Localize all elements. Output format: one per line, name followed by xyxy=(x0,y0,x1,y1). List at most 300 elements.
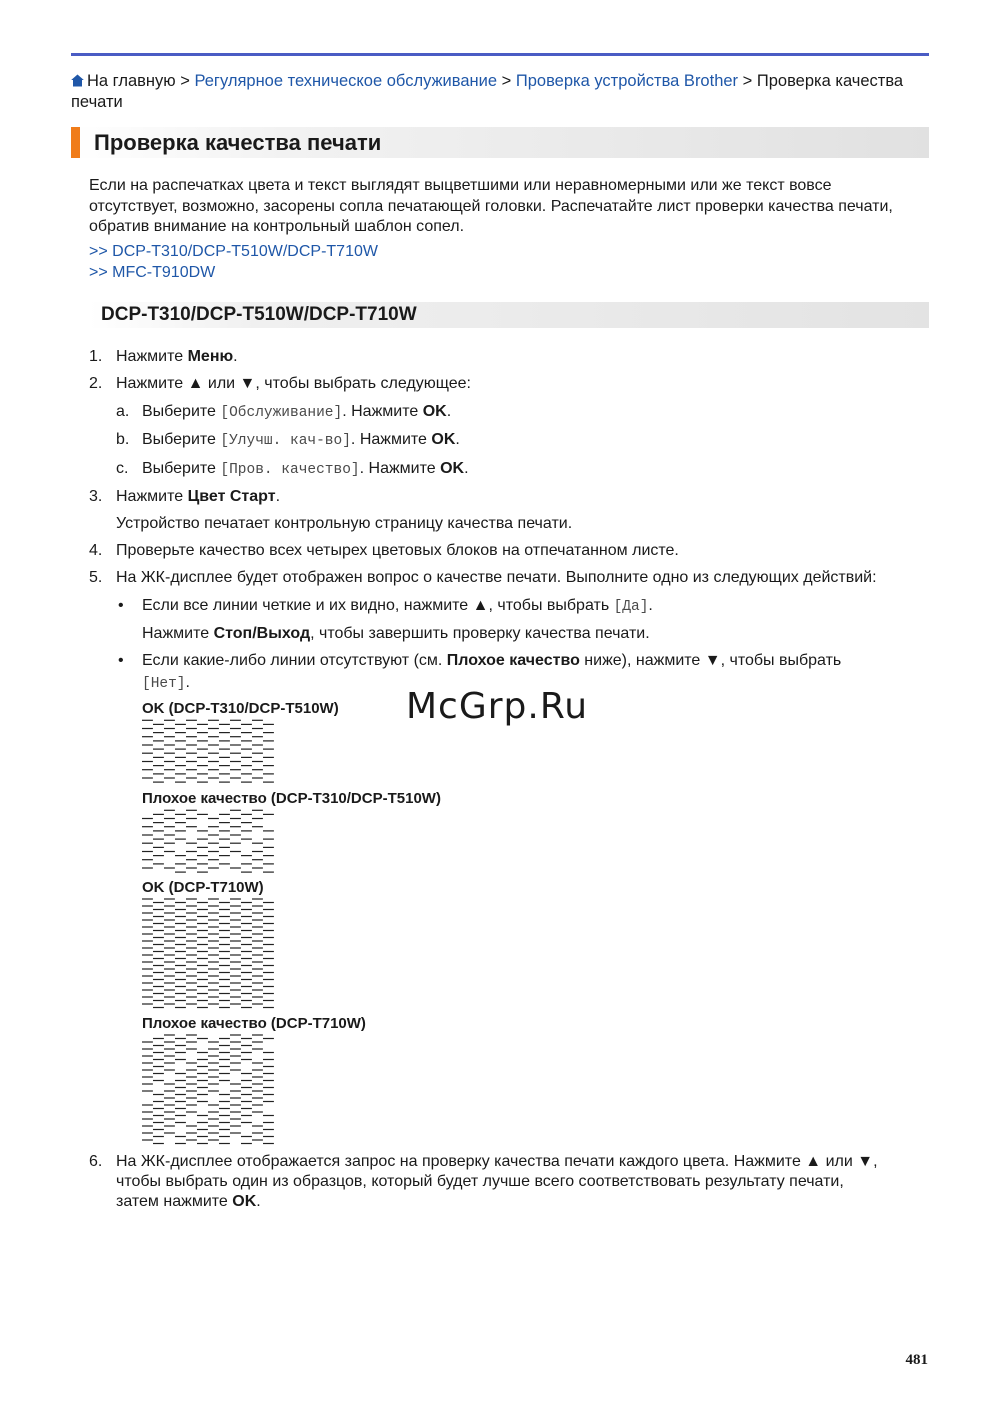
nozzle-dash xyxy=(252,736,263,737)
nozzle-dash xyxy=(252,1034,263,1035)
nozzle-dash xyxy=(164,1104,175,1105)
nozzle-dash xyxy=(175,909,186,910)
nozzle-dash xyxy=(153,830,164,831)
nozzle-dash xyxy=(208,744,219,745)
nozzle-dash xyxy=(164,1125,175,1126)
nozzle-dash xyxy=(197,944,208,945)
nozzle-dash xyxy=(186,1003,197,1004)
nozzle-dash xyxy=(142,867,153,868)
nozzle-dash xyxy=(164,744,175,745)
nozzle-dash xyxy=(142,975,153,976)
nozzle-dash xyxy=(219,958,230,959)
nozzle-dash xyxy=(175,1059,186,1060)
nozzle-dash xyxy=(186,926,197,927)
nozzle-dash xyxy=(153,1038,164,1039)
nozzle-dash xyxy=(175,1038,186,1039)
nozzle-dash xyxy=(208,1069,219,1070)
nozzle-dash xyxy=(153,773,164,774)
nozzle-dash xyxy=(142,769,153,770)
nozzle-dash xyxy=(186,769,197,770)
watermark: McGrp.Ru xyxy=(406,686,589,727)
nozzle-dash xyxy=(175,923,186,924)
nozzle-dash xyxy=(153,951,164,952)
nozzle-dash xyxy=(186,1083,197,1084)
nozzle-dash xyxy=(164,954,175,955)
nozzle-dash xyxy=(230,1069,241,1070)
nozzle-dash xyxy=(175,1122,186,1123)
nozzle-dash xyxy=(219,993,230,994)
nozzle-dash xyxy=(186,859,197,860)
nozzle-dash xyxy=(241,839,252,840)
nozzle-dash xyxy=(208,919,219,920)
nozzle-dash xyxy=(175,724,186,725)
title-accent xyxy=(71,127,80,158)
nozzle-dash xyxy=(230,968,241,969)
nozzle-dash xyxy=(197,847,208,848)
nozzle-dash xyxy=(241,1059,252,1060)
nozzle-dash xyxy=(142,968,153,969)
nozzle-dash xyxy=(142,989,153,990)
nozzle-dash xyxy=(164,982,175,983)
nozzle-dash xyxy=(186,905,197,906)
nozzle-dash xyxy=(197,757,208,758)
nozzle-dash xyxy=(164,736,175,737)
nozzle-dash xyxy=(164,1003,175,1004)
nozzle-pattern-ok-t310 xyxy=(142,718,274,784)
nozzle-dash xyxy=(219,732,230,733)
nozzle-dash xyxy=(153,814,164,815)
nozzle-dash xyxy=(208,975,219,976)
nozzle-dash xyxy=(153,732,164,733)
nozzle-dash xyxy=(186,1104,197,1105)
nozzle-dash xyxy=(142,859,153,860)
nozzle-dash xyxy=(263,1143,274,1144)
nozzle-dash xyxy=(252,947,263,948)
nozzle-dash xyxy=(153,1101,164,1102)
nozzle-dash xyxy=(142,954,153,955)
nozzle-dash xyxy=(142,961,153,962)
nozzle-dash xyxy=(252,1125,263,1126)
nozzle-dash xyxy=(208,843,219,844)
nozzle-dash xyxy=(219,757,230,758)
nozzle-dash xyxy=(175,1000,186,1001)
nozzle-dash xyxy=(153,822,164,823)
nozzle-dash xyxy=(263,1052,274,1053)
nozzle-dash xyxy=(186,1097,197,1098)
nozzle-dash xyxy=(230,1055,241,1056)
nozzle-dash xyxy=(252,769,263,770)
nozzle-dash xyxy=(175,1007,186,1008)
nozzle-dash xyxy=(263,1094,274,1095)
nozzle-dash xyxy=(153,740,164,741)
nozzle-dash xyxy=(263,863,274,864)
nozzle-dash xyxy=(241,944,252,945)
nozzle-dash xyxy=(263,855,274,856)
nozzle-dash xyxy=(208,1076,219,1077)
nozzle-dash xyxy=(175,773,186,774)
nozzle-dash xyxy=(241,1108,252,1109)
nozzle-dash xyxy=(153,724,164,725)
nozzle-dash xyxy=(164,1090,175,1091)
nozzle-dash xyxy=(219,740,230,741)
nozzle-dash xyxy=(252,1069,263,1070)
breadcrumb-home[interactable]: На главную xyxy=(87,72,176,90)
nozzle-dash xyxy=(208,777,219,778)
nozzle-dash xyxy=(241,965,252,966)
nozzle-dash xyxy=(153,958,164,959)
sample-label-poor-t710: Плохое качество (DCP-T710W) xyxy=(142,1015,366,1032)
nozzle-dash xyxy=(197,902,208,903)
nozzle-dash xyxy=(230,744,241,745)
substep-letter: b. xyxy=(116,431,130,448)
section-header xyxy=(89,302,929,328)
nozzle-dash xyxy=(175,1101,186,1102)
nozzle-dash xyxy=(164,961,175,962)
nozzle-dash xyxy=(241,765,252,766)
nozzle-dash xyxy=(153,1094,164,1095)
nozzle-dash xyxy=(230,1132,241,1133)
nozzle-dash xyxy=(241,1094,252,1095)
nozzle-dash xyxy=(252,898,263,899)
nozzle-dash xyxy=(142,1041,153,1042)
nozzle-dash xyxy=(219,1007,230,1008)
nozzle-dash xyxy=(197,1059,208,1060)
nozzle-dash xyxy=(263,1059,274,1060)
nozzle-dash xyxy=(197,1115,208,1116)
nozzle-dash xyxy=(230,851,241,852)
nozzle-dash xyxy=(142,1048,153,1049)
nozzle-dash xyxy=(164,996,175,997)
nozzle-dash xyxy=(208,926,219,927)
nozzle-dash xyxy=(219,773,230,774)
nozzle-dash xyxy=(164,834,175,835)
nozzle-dash xyxy=(164,1097,175,1098)
nozzle-dash xyxy=(219,724,230,725)
nozzle-dash xyxy=(263,902,274,903)
nozzle-dash xyxy=(142,777,153,778)
nozzle-dash xyxy=(197,1073,208,1074)
nozzle-dash xyxy=(142,919,153,920)
nozzle-dash xyxy=(153,993,164,994)
nozzle-dash xyxy=(175,1073,186,1074)
nozzle-dash xyxy=(208,1055,219,1056)
nozzle-dash xyxy=(263,749,274,750)
nozzle-dash xyxy=(230,1118,241,1119)
nozzle-dash xyxy=(197,916,208,917)
nozzle-dash xyxy=(263,993,274,994)
nozzle-dash xyxy=(230,996,241,997)
nozzle-dash xyxy=(263,724,274,725)
nozzle-dash xyxy=(197,979,208,980)
nozzle-dash xyxy=(142,996,153,997)
nozzle-dash xyxy=(142,898,153,899)
nozzle-dash xyxy=(241,951,252,952)
nozzle-dash xyxy=(219,937,230,938)
nozzle-dash xyxy=(175,951,186,952)
nozzle-dash xyxy=(175,937,186,938)
nozzle-dash xyxy=(263,979,274,980)
nozzle-dash xyxy=(153,1059,164,1060)
nozzle-dash xyxy=(252,859,263,860)
nozzle-dash xyxy=(164,940,175,941)
nozzle-dash xyxy=(197,958,208,959)
nozzle-dash xyxy=(142,905,153,906)
nozzle-dash xyxy=(208,961,219,962)
nozzle-dash xyxy=(263,930,274,931)
nozzle-dash xyxy=(175,993,186,994)
nozzle-dash xyxy=(230,947,241,948)
nozzle-dash xyxy=(175,1094,186,1095)
nozzle-dash xyxy=(175,1052,186,1053)
nozzle-dash xyxy=(263,944,274,945)
breadcrumb-link-maintenance[interactable]: Регулярное техническое обслуживание xyxy=(194,72,498,90)
step-1: Нажмите Меню. xyxy=(116,348,238,365)
nozzle-dash xyxy=(219,902,230,903)
nozzle-dash xyxy=(208,1090,219,1091)
nozzle-dash xyxy=(186,954,197,955)
nozzle-dash xyxy=(263,757,274,758)
nozzle-dash xyxy=(241,1000,252,1001)
nozzle-dash xyxy=(142,1055,153,1056)
breadcrumb-separator: > xyxy=(180,72,190,90)
step-3-note: Устройство печатает контрольную страницу качества печати. xyxy=(116,515,573,532)
nozzle-dash xyxy=(186,1125,197,1126)
nozzle-dash xyxy=(197,782,208,783)
nozzle-dash xyxy=(252,912,263,913)
nozzle-dash xyxy=(208,1003,219,1004)
nozzle-dash xyxy=(230,810,241,811)
nozzle-dash xyxy=(252,926,263,927)
nozzle-dash xyxy=(186,761,197,762)
nozzle-dash xyxy=(186,989,197,990)
nozzle-dash xyxy=(175,822,186,823)
nozzle-dash xyxy=(186,1090,197,1091)
nozzle-dash xyxy=(252,1076,263,1077)
nozzle-dash xyxy=(252,728,263,729)
nozzle-dash xyxy=(142,940,153,941)
nozzle-dash xyxy=(241,822,252,823)
nozzle-dash xyxy=(153,937,164,938)
nozzle-dash xyxy=(230,933,241,934)
nozzle-dash xyxy=(219,923,230,924)
nozzle-dash xyxy=(241,1101,252,1102)
nozzle-dash xyxy=(197,1038,208,1039)
nozzle-dash xyxy=(175,979,186,980)
nozzle-dash xyxy=(153,1129,164,1130)
nozzle-dash xyxy=(241,724,252,725)
nozzle-dash xyxy=(252,1097,263,1098)
nozzle-dash xyxy=(252,1139,263,1140)
breadcrumb-link-check-device[interactable]: Проверка устройства Brother xyxy=(515,72,739,90)
nozzle-dash xyxy=(219,1115,230,1116)
nozzle-dash xyxy=(186,1048,197,1049)
nozzle-dash xyxy=(263,847,274,848)
step-number: 6. xyxy=(89,1153,103,1170)
nozzle-dash xyxy=(197,923,208,924)
nozzle-dash xyxy=(208,912,219,913)
jump-link-mfc[interactable]: >> MFC-T910DW xyxy=(89,264,216,281)
nozzle-dash xyxy=(142,826,153,827)
step-number: 5. xyxy=(89,569,103,586)
nozzle-dash xyxy=(175,1087,186,1088)
nozzle-dash xyxy=(241,855,252,856)
nozzle-dash xyxy=(219,930,230,931)
nozzle-dash xyxy=(197,909,208,910)
nozzle-dash xyxy=(197,1066,208,1067)
nozzle-dash xyxy=(208,996,219,997)
nozzle-dash xyxy=(153,972,164,973)
nozzle-dash xyxy=(164,1062,175,1063)
nozzle-dash xyxy=(208,982,219,983)
nozzle-dash xyxy=(241,930,252,931)
nozzle-dash xyxy=(230,1034,241,1035)
nozzle-pattern-ok-t710 xyxy=(142,897,274,1009)
nozzle-dash xyxy=(252,1048,263,1049)
nozzle-dash xyxy=(142,1069,153,1070)
nozzle-dash xyxy=(197,986,208,987)
nozzle-dash xyxy=(164,843,175,844)
nozzle-dash xyxy=(263,1066,274,1067)
nozzle-dash xyxy=(219,822,230,823)
nozzle-dash xyxy=(208,728,219,729)
nozzle-dash xyxy=(252,961,263,962)
nozzle-dash xyxy=(241,749,252,750)
nozzle-dash xyxy=(197,1094,208,1095)
nozzle-dash xyxy=(219,839,230,840)
nozzle-dash xyxy=(164,898,175,899)
nozzle-dash xyxy=(241,923,252,924)
nozzle-dash xyxy=(153,1045,164,1046)
nozzle-dash xyxy=(175,1115,186,1116)
nozzle-dash xyxy=(230,1048,241,1049)
nozzle-dash xyxy=(186,1069,197,1070)
nozzle-dash xyxy=(197,855,208,856)
nozzle-dash xyxy=(252,1062,263,1063)
nozzle-dash xyxy=(230,761,241,762)
page-number: 481 xyxy=(905,1352,928,1368)
nozzle-dash xyxy=(175,749,186,750)
nozzle-dash xyxy=(208,851,219,852)
nozzle-dash xyxy=(153,979,164,980)
nozzle-dash xyxy=(241,1087,252,1088)
nozzle-dash xyxy=(219,1073,230,1074)
nozzle-dash xyxy=(208,1125,219,1126)
nozzle-dash xyxy=(230,1083,241,1084)
nozzle-dash xyxy=(263,1115,274,1116)
nozzle-dash xyxy=(186,736,197,737)
nozzle-dash xyxy=(197,1101,208,1102)
nozzle-dash xyxy=(252,851,263,852)
nozzle-dash xyxy=(252,1090,263,1091)
nozzle-dash xyxy=(230,1003,241,1004)
nozzle-dash xyxy=(175,732,186,733)
nozzle-dash xyxy=(186,728,197,729)
nozzle-dash xyxy=(197,724,208,725)
nozzle-dash xyxy=(252,753,263,754)
nozzle-dash xyxy=(153,1122,164,1123)
nozzle-dash xyxy=(208,1083,219,1084)
nozzle-dash xyxy=(230,1062,241,1063)
step-number: 3. xyxy=(89,488,103,505)
nozzle-dash xyxy=(142,982,153,983)
nozzle-dash xyxy=(263,972,274,973)
nozzle-dash xyxy=(219,782,230,783)
nozzle-dash xyxy=(252,818,263,819)
nozzle-dash xyxy=(197,839,208,840)
nozzle-dash xyxy=(230,769,241,770)
nozzle-dash xyxy=(164,826,175,827)
nozzle-dash xyxy=(153,1007,164,1008)
nozzle-dash xyxy=(142,933,153,934)
nozzle-dash xyxy=(197,863,208,864)
nozzle-dash xyxy=(186,940,197,941)
nozzle-dash xyxy=(175,757,186,758)
nozzle-dash xyxy=(208,933,219,934)
nozzle-dash xyxy=(142,1003,153,1004)
nozzle-dash xyxy=(263,986,274,987)
substep-c: Выберите [Пров. качество]. Нажмите OK. xyxy=(142,460,469,478)
nozzle-dash xyxy=(175,855,186,856)
nozzle-dash xyxy=(219,1066,230,1067)
nozzle-dash xyxy=(263,839,274,840)
jump-link-dcp[interactable]: >> DCP-T310/DCP-T510W/DCP-T710W xyxy=(89,243,378,260)
nozzle-dash xyxy=(197,930,208,931)
nozzle-dash xyxy=(241,1080,252,1081)
step-6-line-1: На ЖК-дисплее отображается запрос на проверку качества печати каждого цвета. Нажмите ▲ или ▼, xyxy=(116,1153,878,1170)
step-number: 1. xyxy=(89,348,103,365)
nozzle-dash xyxy=(175,839,186,840)
nozzle-dash xyxy=(186,867,197,868)
nozzle-dash xyxy=(219,1143,230,1144)
nozzle-dash xyxy=(263,740,274,741)
nozzle-dash xyxy=(153,1108,164,1109)
nozzle-dash xyxy=(263,830,274,831)
nozzle-dash xyxy=(153,863,164,864)
nozzle-dash xyxy=(153,757,164,758)
nozzle-dash xyxy=(153,930,164,931)
nozzle-dash xyxy=(153,1052,164,1053)
substep-b: Выберите [Улучш. кач-во]. Нажмите OK. xyxy=(142,431,460,449)
nozzle-dash xyxy=(175,986,186,987)
title-bar xyxy=(71,127,929,158)
nozzle-dash xyxy=(263,1080,274,1081)
nozzle-dash xyxy=(142,1139,153,1140)
nozzle-dash xyxy=(186,777,197,778)
breadcrumb-current: Проверка качества печати xyxy=(71,72,904,111)
nozzle-dash xyxy=(263,773,274,774)
nozzle-dash xyxy=(142,912,153,913)
nozzle-dash xyxy=(219,909,230,910)
nozzle-dash xyxy=(175,965,186,966)
nozzle-dash xyxy=(241,1143,252,1144)
nozzle-dash xyxy=(153,1115,164,1116)
nozzle-dash xyxy=(175,830,186,831)
nozzle-dash xyxy=(252,1111,263,1112)
nozzle-dash xyxy=(164,933,175,934)
nozzle-dash xyxy=(219,965,230,966)
breadcrumb xyxy=(71,71,921,113)
nozzle-dash xyxy=(197,814,208,815)
nozzle-dash xyxy=(252,919,263,920)
nozzle-dash xyxy=(175,1080,186,1081)
nozzle-dash xyxy=(252,867,263,868)
down-arrow-icon: ▼ xyxy=(857,1153,874,1170)
nozzle-dash xyxy=(230,753,241,754)
nozzle-dash xyxy=(164,989,175,990)
bullet-1-note: Нажмите Стоп/Выход, чтобы завершить проверку качества печати. xyxy=(142,625,650,642)
sample-label-ok-t710: OK (DCP-T710W) xyxy=(142,879,264,896)
bullet-2: Если какие-либо линии отсутствуют (см. Плохое качество ниже), нажмите ▼, чтобы выбрать xyxy=(142,652,842,669)
